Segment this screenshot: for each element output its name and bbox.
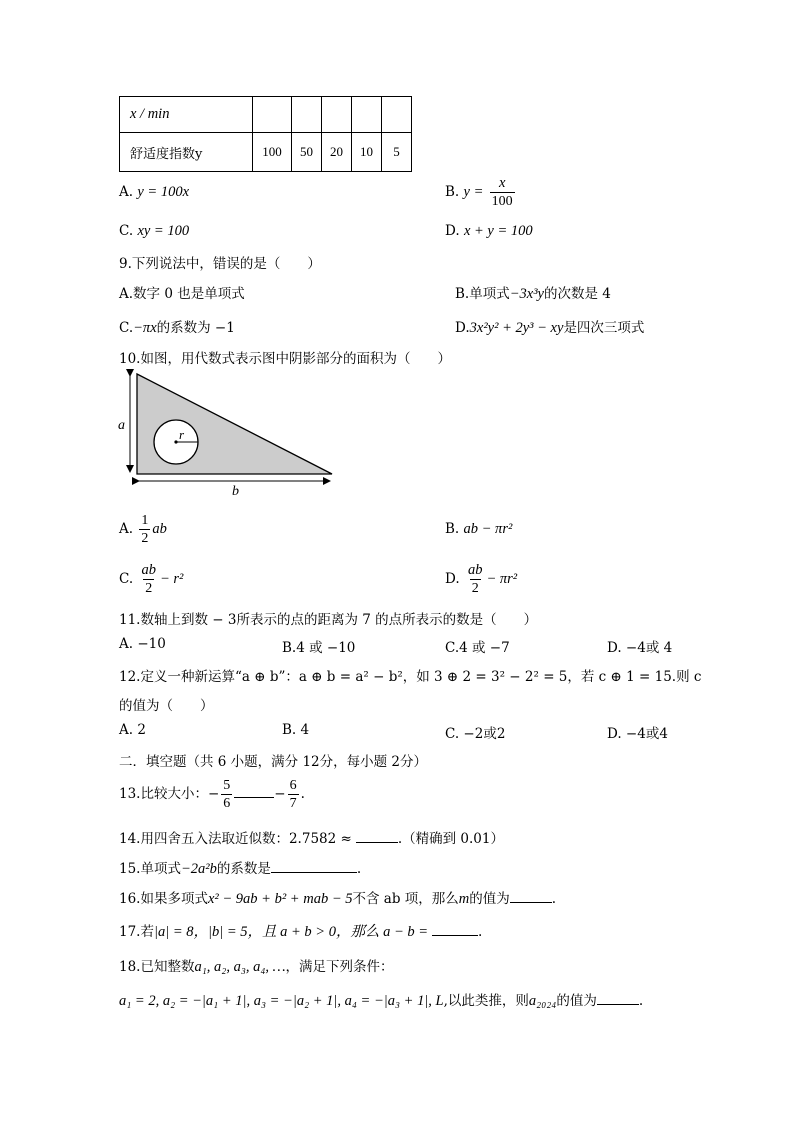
numerator: x xyxy=(498,175,506,191)
table-header-x xyxy=(120,97,253,133)
option-expr: − r² xyxy=(159,571,184,587)
side-a-label: a xyxy=(118,418,125,433)
question-text: 的值为 xyxy=(469,891,510,907)
question-text: .（精确到 0.01） xyxy=(397,831,504,847)
q11-stem: 11.数轴上到数 − 3所表示的点的距离为 7 的点所表示的数是（ ） xyxy=(119,612,538,628)
table-cell xyxy=(253,133,292,172)
q15 xyxy=(119,857,361,878)
q13: 13.比较大小：− $\frac{5}{6}$ − $\frac{6}{7}$ . xyxy=(119,778,305,811)
question-text: 15.单项式 xyxy=(119,861,181,877)
option-label: C. xyxy=(119,571,134,587)
denominator: 2 xyxy=(141,531,149,546)
answer-blank[interactable] xyxy=(234,797,274,798)
fraction xyxy=(490,175,515,210)
radius-label: r xyxy=(179,427,185,442)
q11-option-a: A. −10 xyxy=(119,636,166,652)
question-expr: −2a²b xyxy=(180,861,217,877)
option-expr: x + y = 100 xyxy=(463,223,533,239)
option-text: B.单项式 xyxy=(455,286,510,302)
table-cell xyxy=(352,97,382,133)
option-label: D. xyxy=(445,571,460,587)
q18-line2 xyxy=(119,989,643,1010)
question-expr: x² − 9ab + b² + mab − 5 xyxy=(207,891,353,907)
table-value: 5 xyxy=(393,144,400,159)
q8-option-a xyxy=(119,184,189,201)
q10-stem: 10.如图，用代数式表示图中阴影部分的面积为（ ） xyxy=(119,351,451,367)
q10-option-c xyxy=(119,562,183,597)
denominator: 100 xyxy=(491,194,513,209)
shaded-triangle-figure xyxy=(116,368,338,500)
table-cell xyxy=(382,97,412,133)
question-text: 18.已知整数 xyxy=(119,959,195,975)
question-text: 不含 ab 项，那么 xyxy=(352,891,459,907)
option-expr: y = xyxy=(463,184,484,200)
table-cell xyxy=(292,97,322,133)
table-value: 20 xyxy=(330,144,343,159)
question-text: 的值为 xyxy=(556,993,597,1009)
fraction xyxy=(221,777,232,812)
option-text: 的系数为 −1 xyxy=(156,320,235,336)
q9-option-c xyxy=(119,316,235,337)
table-row xyxy=(120,133,412,172)
question-text: . xyxy=(478,924,483,940)
question-text: ，满足下列条件： xyxy=(285,959,394,975)
option-expr: y = 100x xyxy=(137,184,189,200)
question-text: 16.如果多项式 xyxy=(119,891,208,907)
option-expr: ab − πr² xyxy=(463,521,513,537)
side-b-label: b xyxy=(232,484,239,499)
table-cell xyxy=(382,133,412,172)
option-text: 的次数是 4 xyxy=(543,286,611,302)
denominator: 2 xyxy=(471,581,479,596)
option-expr: −3x³y xyxy=(509,286,544,302)
question-text: ,以此类推，则 xyxy=(443,993,529,1009)
answer-blank[interactable] xyxy=(432,935,478,936)
q10-option-d xyxy=(445,562,517,597)
fraction xyxy=(288,777,299,812)
data-table xyxy=(119,96,412,172)
q8-option-d xyxy=(445,223,533,240)
option-text: D. xyxy=(455,320,470,336)
numerator: 1 xyxy=(141,513,149,528)
table-cell xyxy=(352,133,382,172)
fraction xyxy=(139,512,150,547)
q14 xyxy=(119,827,504,847)
denominator: 6 xyxy=(223,796,231,811)
answer-blank[interactable] xyxy=(356,842,398,843)
q10-option-b xyxy=(445,521,512,538)
q9-option-a: A.数字 0 也是单项式 xyxy=(119,286,245,302)
option-label: B. xyxy=(445,521,460,537)
table-value: 10 xyxy=(360,144,373,159)
option-text: 是四次三项式 xyxy=(563,320,645,336)
table-value: 100 xyxy=(262,144,282,159)
q8-option-c xyxy=(119,223,189,240)
option-expr: − πr² xyxy=(486,571,518,587)
option-expr: −πx xyxy=(133,320,157,336)
option-expr: 3x²y² + 2y³ − xy xyxy=(469,320,564,336)
question-text: 13.比较大小： xyxy=(119,786,208,802)
option-label: C. xyxy=(119,223,134,239)
option-label: A. xyxy=(119,184,134,200)
q9-option-b xyxy=(455,282,611,303)
option-expr: xy = 100 xyxy=(137,223,190,239)
answer-blank[interactable] xyxy=(510,902,552,903)
q8-option-b xyxy=(445,175,517,210)
question-expr: |a| = 8，|b| = 5，且 a + b > 0，那么 a − b = xyxy=(153,924,429,940)
table-header-y xyxy=(120,133,253,172)
table-cell xyxy=(253,97,292,133)
table-cell xyxy=(292,133,322,172)
question-expr: a₁ = 2, a₂ = −|a₁ + 1|, a₃ = −|a₂ + 1|, a₄ = −|a₃ + 1|, L xyxy=(119,993,444,1009)
q9-option-d xyxy=(455,316,644,337)
denominator: 7 xyxy=(289,796,297,811)
q10-option-a xyxy=(119,512,167,547)
q12-stem-line2: 的值为（ ） xyxy=(119,698,214,714)
numerator: 5 xyxy=(223,778,231,793)
numerator: ab xyxy=(141,562,156,578)
question-text: 14.用四舍五入法取近似数：2.7582 ≈ xyxy=(119,831,352,847)
option-text: C. xyxy=(119,320,134,336)
question-text: . xyxy=(638,993,644,1009)
question-text: 的系数是 xyxy=(216,861,271,877)
x-label: x / min xyxy=(130,106,170,122)
q11-option-c: C.4 或 −7 xyxy=(445,640,510,656)
answer-blank[interactable] xyxy=(271,872,357,873)
q17 xyxy=(119,920,482,941)
question-text: 17.若 xyxy=(119,924,154,940)
q12-option-d: D. −4或4 xyxy=(607,726,668,742)
q12-option-b: B. 4 xyxy=(282,722,310,738)
table-value: 50 xyxy=(300,144,313,159)
q11-option-b: B.4 或 −10 xyxy=(282,640,356,656)
q9-stem: 9.下列说法中，错误的是（ ） xyxy=(119,256,321,272)
q18-line1 xyxy=(119,955,394,976)
denominator: 2 xyxy=(145,581,153,596)
q12-stem-line1: 12.定义一种新运算“a ⊕ b”：a ⊕ b = a² − b²，如 3 ⊕ 2 = 3² − 2² = 5，若 c ⊕ 1 = 15.则 c xyxy=(119,669,702,685)
question-text: . xyxy=(551,891,557,907)
question-expr: a₂₀₂₄ xyxy=(528,993,557,1009)
question-expr: m xyxy=(458,891,470,907)
question-expr: a₁, a₂, a₃, a₄, … xyxy=(194,959,286,975)
numerator: 6 xyxy=(289,778,297,793)
y-label: 舒适度指数y xyxy=(130,146,203,162)
question-text: . xyxy=(300,786,305,802)
option-label: B. xyxy=(445,184,460,200)
question-text: . xyxy=(356,861,362,877)
section-heading: 二．填空题（共 6 小题，满分 12分，每小题 2分） xyxy=(119,754,428,770)
q12-option-c: C. −2或2 xyxy=(445,726,506,742)
q12-option-a: A. 2 xyxy=(119,722,146,738)
q11-option-d: D. −4或 4 xyxy=(607,640,673,656)
option-label: D. xyxy=(445,223,460,239)
q16 xyxy=(119,887,556,908)
option-expr: ab xyxy=(152,521,167,537)
table-cell xyxy=(322,133,352,172)
option-label: A. xyxy=(119,521,134,537)
table-cell xyxy=(322,97,352,133)
fraction xyxy=(466,562,485,597)
table-row xyxy=(120,97,412,133)
answer-blank[interactable] xyxy=(597,1004,639,1005)
numerator: ab xyxy=(467,562,483,578)
fraction xyxy=(139,562,158,597)
